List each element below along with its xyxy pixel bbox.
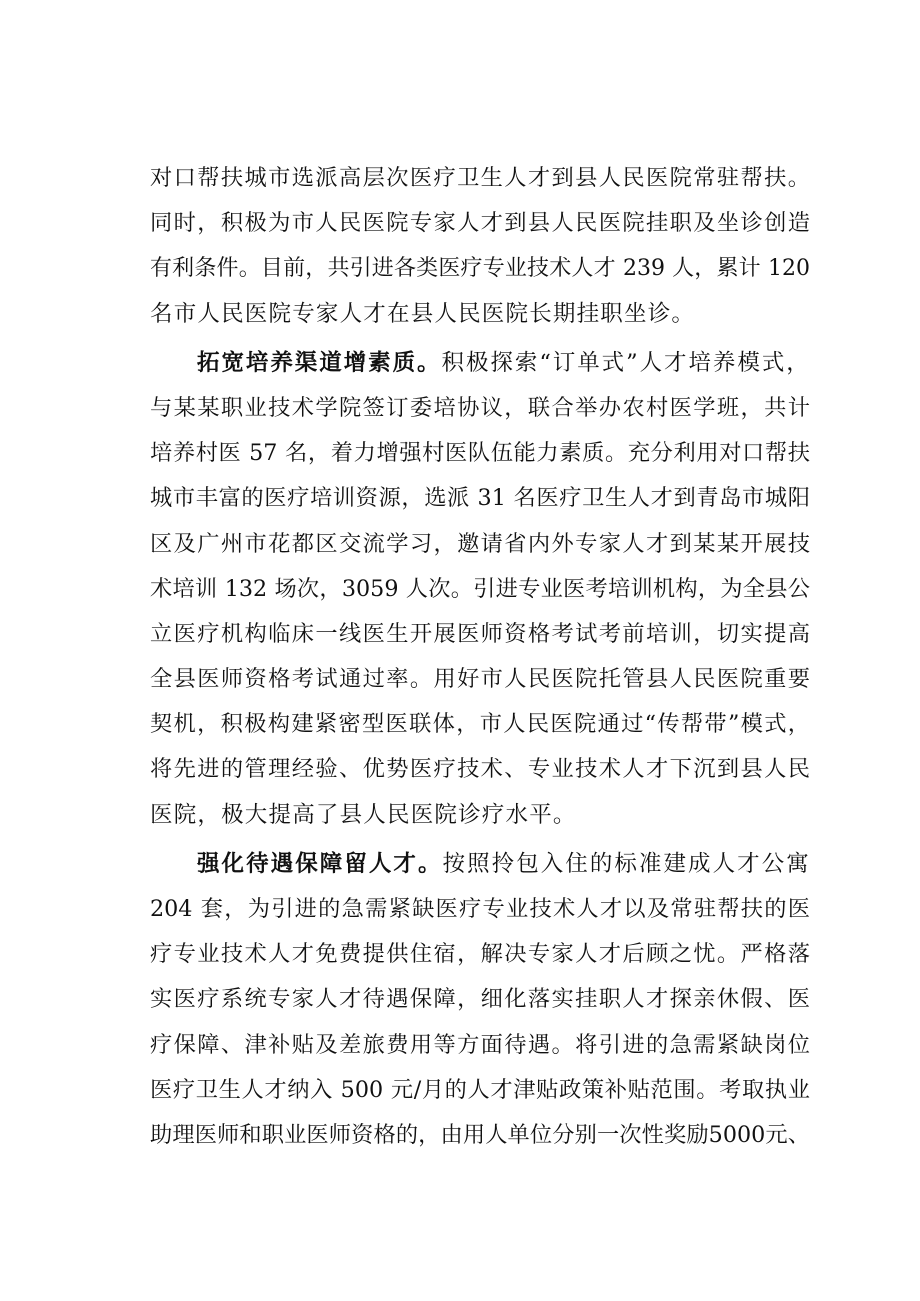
text-line: 城市丰富的医疗培训资源，选派 31 名医疗卫生人才到青岛市城阳: [150, 485, 810, 512]
text-run: 按照拎包入住的标准建成人才公寓: [442, 850, 810, 877]
text-line: [150, 842, 810, 887]
text-line: 204 套，为引进的急需紧缺医疗专业技术人才以及常驻帮扶的医: [150, 896, 810, 922]
text-line: [150, 341, 810, 386]
text-line: 与某某职业技术学院签订委培协议，联合举办农村医学班，共计: [150, 394, 810, 421]
text-line: 疗专业技术人才免费提供住宿，解决专家人才后顾之忧。严格落: [150, 941, 810, 968]
text-line: 名市人民医院专家人才在县人民医院长期挂职坐诊。: [150, 300, 696, 327]
document-body: [150, 156, 810, 1158]
text-line: 医院，极大提高了县人民医院诊疗水平。: [150, 801, 577, 828]
text-line: 术培训 132 场次，3059 人次。引进专业医考培训机构，为全县公: [150, 575, 810, 602]
text-line: 将先进的管理经验、优势医疗技术、专业技术人才下沉到县人民: [150, 756, 810, 783]
paragraph: [150, 341, 810, 838]
paragraph: [150, 842, 810, 1158]
text-line: 疗保障、津补贴及差旅费用等方面待遇。将引进的急需紧缺岗位: [150, 1031, 810, 1058]
text-line: 医疗卫生人才纳入 500 元/月的人才津贴政策补贴范围。考取执业: [150, 1076, 810, 1103]
paragraph-heading: 强化待遇保障留人才。: [197, 850, 443, 877]
text-line: 立医疗机构临床一线医生开展医师资格考试考前培训，切实提高: [150, 620, 810, 647]
text-line: 同时，积极为市人民医院专家人才到县人民医院挂职及坐诊创造: [150, 210, 810, 237]
text-line: 契机，积极构建紧密型医联体，市人民医院通过“传帮带”模式，: [150, 711, 810, 738]
text-line: 助理医师和职业医师资格的，由用人单位分别一次性奖励5000元、: [150, 1121, 810, 1148]
text-line: 有利条件。目前，共引进各类医疗专业技术人才 239 人，累计 120: [150, 256, 810, 282]
text-line: 区及广州市花都区交流学习，邀请省内外专家人才到某某开展技: [150, 530, 810, 557]
text-run: 积极探索“订单式”人才培养模式，: [441, 349, 810, 376]
text-line: 实医疗系统专家人才待遇保障，细化落实挂职人才探亲休假、医: [150, 986, 810, 1013]
paragraph-heading: 拓宽培养渠道增素质。: [197, 349, 442, 376]
paragraph: [150, 156, 810, 337]
text-line: 对口帮扶城市选派高层次医疗卫生人才到县人民医院常驻帮扶。: [150, 165, 810, 191]
text-line: 培养村医 57 名，着力增强村医队伍能力素质。充分利用对口帮扶: [150, 440, 810, 467]
text-line: 全县医师资格考试通过率。用好市人民医院托管县人民医院重要: [150, 666, 810, 693]
